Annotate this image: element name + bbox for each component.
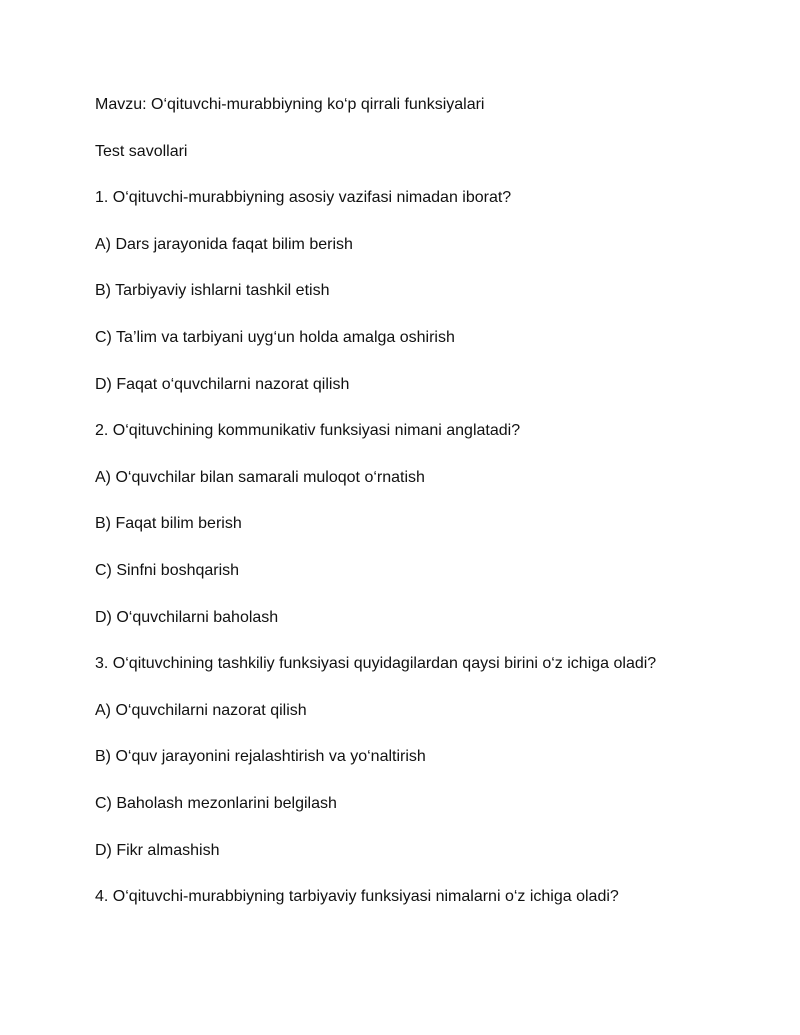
question-4: 4. O‘qituvchi-murabbiyning tarbiyaviy funksiyasi nimalarni o‘z ichiga oladi? [95, 888, 619, 906]
question-3-option-c: C) Baholash mezonlarini belgilash [95, 794, 337, 812]
question-2-option-c: C) Sinfni boshqarish [95, 561, 240, 579]
question-3-option-b: B) O‘quv jarayonini rejalashtirish va yo‘naltirish [95, 748, 426, 766]
question-3: 3. O‘qituvchining tashkiliy funksiyasi quyidagilardan qaysi birini o‘z ichiga oladi? [95, 655, 657, 673]
question-3-option-d: D) Fikr almashish [95, 841, 220, 859]
document-body [95, 94, 775, 933]
question-3-option-a: A) O‘quvchilarni nazorat qilish [95, 701, 307, 719]
topic-heading: Mavzu: O‘qituvchi-murabbiyning ko‘p qirrali funksiyalari [95, 96, 485, 113]
question-1-option-b: B) Tarbiyaviy ishlarni tashkil etish [95, 282, 330, 300]
question-1-option-c: C) Ta’lim va tarbiyani uyg‘un holda amalga oshirish [95, 328, 455, 346]
test-subtitle: Test savollari [95, 142, 188, 160]
question-1-option-d: D) Faqat o‘quvchilarni nazorat qilish [95, 375, 350, 393]
question-1: 1. O‘qituvchi-murabbiyning asosiy vazifasi nimadan iborat? [95, 189, 512, 207]
question-2-option-d: D) O‘quvchilarni baholash [95, 608, 279, 626]
question-1-option-a: A) Dars jarayonida faqat bilim berish [95, 235, 353, 253]
question-2-option-b: B) Faqat bilim berish [95, 515, 242, 533]
question-2-option-a: A) O‘quvchilar bilan samarali muloqot o‘rnatish [95, 468, 425, 486]
question-2: 2. O‘qituvchining kommunikativ funksiyasi nimani anglatadi? [95, 422, 521, 440]
